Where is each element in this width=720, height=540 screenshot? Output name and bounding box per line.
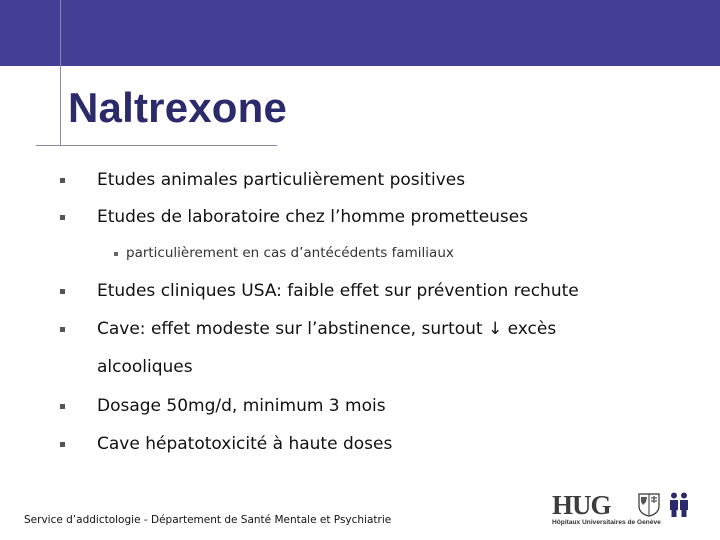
bullet-text: Dosage 50mg/d, minimum 3 mois <box>97 396 386 416</box>
logo-wordmark: HUG <box>552 490 611 520</box>
square-bullet-icon <box>60 404 65 409</box>
bullet-text: Etudes de laboratoire chez l’homme prometteuses <box>97 207 529 227</box>
square-bullet-icon <box>60 327 65 332</box>
square-bullet-icon <box>60 178 65 183</box>
square-bullet-icon <box>60 215 65 220</box>
footer-text: Service d’addictologie - Département de Santé Mentale et Psychiatrie <box>24 514 392 526</box>
bullet-text: Cave hépatotoxicité à haute doses <box>97 434 393 454</box>
people-icon <box>668 492 690 518</box>
logo-caption: Hôpitaux Universitaires de Genève <box>552 519 661 526</box>
square-bullet-icon <box>60 442 65 447</box>
bullet-text: Cave: effet modeste sur l’abstinence, surtout ↓ excès <box>97 319 557 339</box>
sub-bullet-text: particulièrement en cas d’antécédents familiaux <box>126 245 454 261</box>
bullet-text: Etudes animales particulièrement positives <box>97 170 466 190</box>
square-bullet-icon <box>60 289 65 294</box>
geneva-shield-icon <box>638 493 660 517</box>
slide-title: Naltrexone <box>68 84 288 131</box>
hug-logo <box>552 490 692 530</box>
bullet-continuation-text: alcooliques <box>97 357 193 377</box>
square-bullet-icon <box>114 252 118 256</box>
bullet-text: Etudes cliniques USA: faible effet sur prévention rechute <box>97 281 579 301</box>
